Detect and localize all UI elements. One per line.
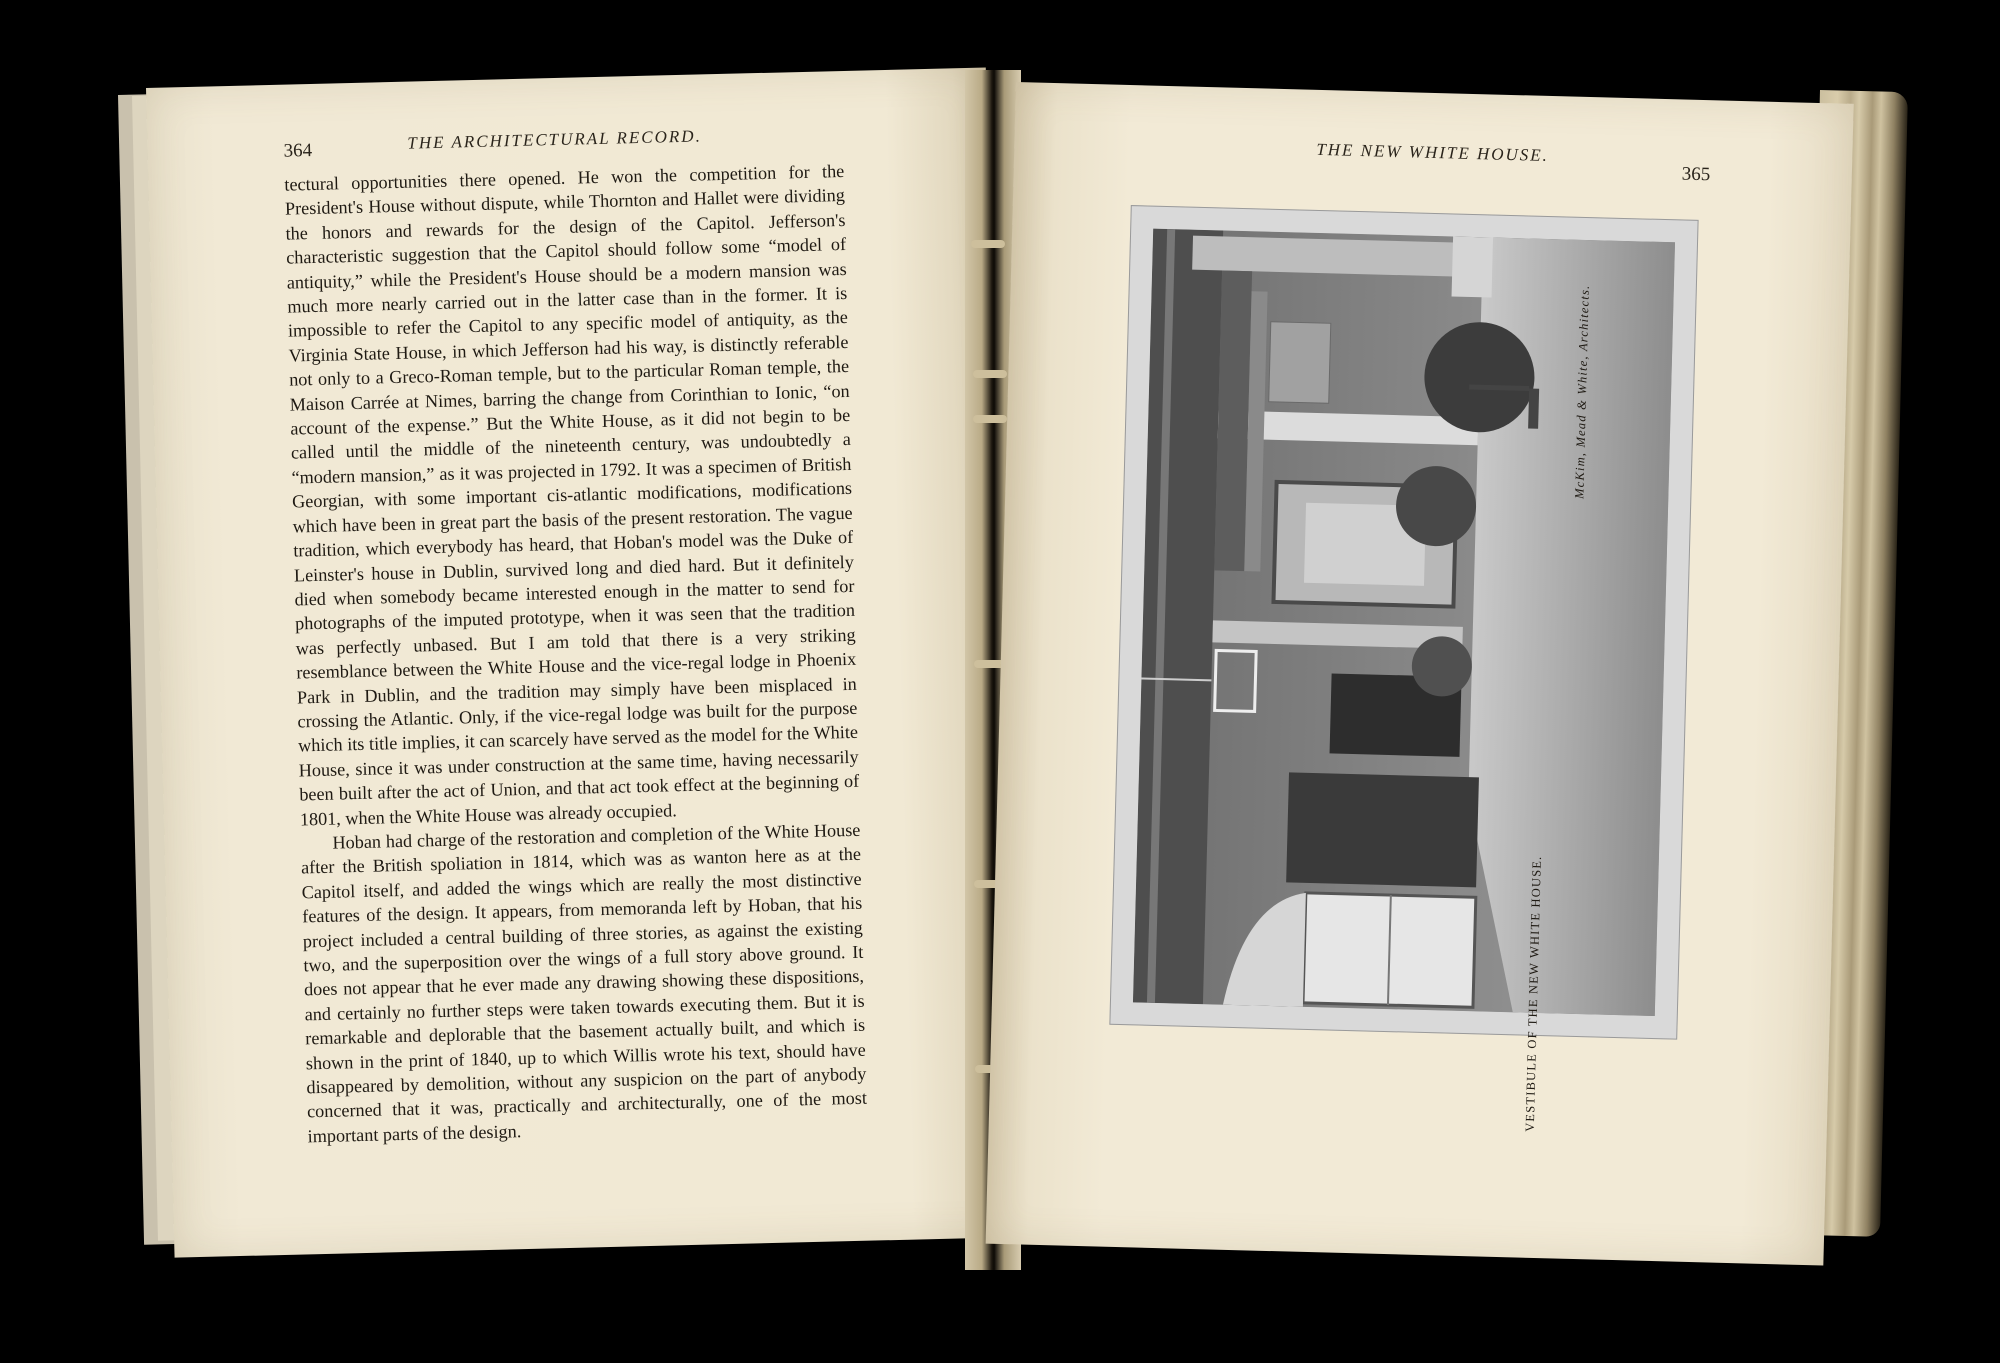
paragraph-1: tectural opportunities there opened. He won the competition for the President's House without dispute, while Thornton and Hallet were dividing the honors and rewards for the design of the Capitol. Jefferson's characteristic suggestion that the Capitol should follow some “model of antiquity,” while the President's House should be a modern mansion was much more nearly carried out in the latter case than in the former. It is impossible to refer the Capitol to any specific model of antiquity, as the Virginia State House, in which Jefferson had his way, is distinctly referable not only to a Greco-Roman temple, but to the particular Roman temple, the Maison Carrée at Nimes, barring the change from Corinthian to Ionic, “on account of the expense.” But the White House, as it did not begin to be called until the middle of the nineteenth century, was undoubtedly a “modern mansion,” as it was projected in 1792. It was a specimen of British Georgian, with some important cis-atlantic modifications, modifications which have been in great part the basis of the present restoration. The vague tradition, which everybody has heard, that Hoban's model was the Duke of Leinster's house in Dublin, survived long and died hard. But it definitely died when somebody became interested enough in the matter to send for photographs of the imputed prototype, when it was seen that the tradition was perfectly unbased. But I am told that there is a very striking resemblance between the White House and the vice-regal lodge in Phoenix Park in Dublin, and the tradition may simply have been misplaced in crossing the Atlantic. Only, if the vice-regal lodge was built for the purpose which its title implies, it can scarcely have served as the model for the White House, since it was under construction at the same time, having necessarily been built after the act of Union, and that act took effect at the beginning of 1801, when the White House was already occupied. [284,160,860,830]
binding-thread [973,370,1007,378]
running-head-left: THE ARCHITECTURAL RECORD. [407,126,703,153]
page-number-right: 365 [1681,163,1711,186]
right-page [986,82,1854,1266]
left-page [146,67,1014,1257]
binding-thread [971,240,1005,248]
page-number-left: 364 [283,139,313,162]
plate-credit: McKim, Mead & White, Architects. [1572,284,1592,500]
binding-thread [973,415,1007,423]
photo-plate [1109,205,1698,1040]
vestibule-photograph [1133,229,1675,1016]
body-text [284,159,868,1149]
vestibule-photo-illustration [1133,229,1675,1016]
plate-caption: VESTIBULE OF THE NEW WHITE HOUSE. [1522,855,1544,1132]
paragraph-2: Hoban had charge of the restoration and completion of the White House after the British spoliation in 1814, which was as wanton here as at the Capitol itself, and added the wings which are really the most distinctive features of the design. It appears, from memoranda left by Hoban, that his project included a central building of three stories, as against the existing two, and the superposition over the wings of a full story above ground. It does not appear that he ever made any drawing showing these dispositions, and certainly no further steps were taken towards executing them. But it is remarkable and deplorable that the basement actually built, and which is shown in the print of 1840, up to which Willis wrote his text, should have disappeared by demolition, without any suspicion on the part of anybody concerned that it was, practically and architecturally, one of the most important parts of the design. [300,819,868,1147]
running-head-right: THE NEW WHITE HOUSE. [1316,139,1550,165]
